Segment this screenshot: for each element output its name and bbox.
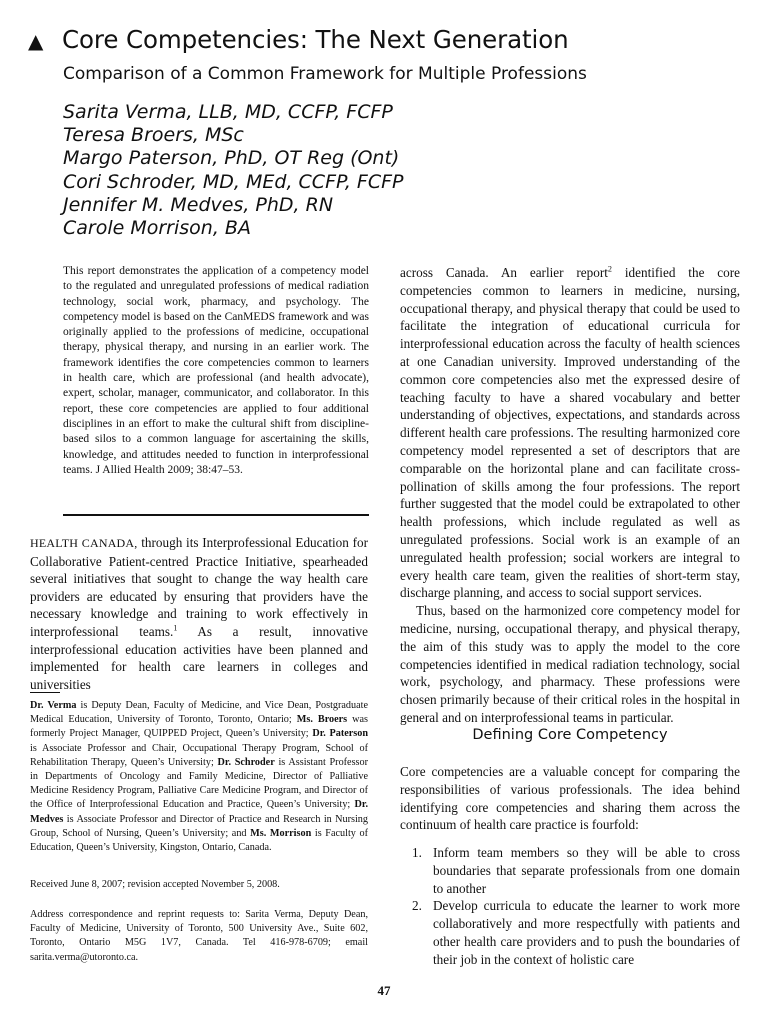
page-number: 47: [377, 983, 391, 998]
author-name: Cori Schroder, MD, MEd, CCFP, FCFP: [63, 170, 404, 193]
affiliation-role: is Assistant Professor in Departments of Oncology and Family Medicine, Director of Palliative Medicine Residency Program, Palliative Care Medicine Program, and Director of the Office of Interprofessional Education and Practice, Queen’s University;: [30, 756, 368, 811]
affiliation-role: is Associate Professor and Director of Practice and Research in Nursing Group, School of Nursing, Queen’s University; and: [30, 813, 368, 839]
numbered-list: [412, 844, 740, 969]
affiliation-name: Dr. Medves: [30, 799, 368, 825]
list-text: Develop curricula to educate the learner to work more collaboratively and more respectfully with patients and other health care providers and to push the boundaries of their job in the context of holistic care: [433, 898, 740, 967]
intro-paragraph: [30, 534, 368, 693]
intro-text: through its Interprofessional Education for Collaborative Patient-centred Practice Initiative, spearheaded several initiatives that sought to change the way health care providers are educated by ensuring that providers have the necessary knowledge and training to work effectively in interprofessional teams.: [30, 535, 368, 639]
footnote-divider: [30, 692, 60, 693]
section-heading: Defining Core Competency: [472, 727, 668, 743]
right-column-body: [400, 264, 740, 727]
affiliation-role: was formerly Project Manager, QUIPPED Project, Queen’s University;: [30, 714, 369, 740]
author-name: Teresa Broers, MSc: [63, 124, 244, 147]
reference-marker: 2: [607, 264, 612, 274]
triangle-icon: ▲: [28, 29, 44, 53]
abstract-divider: [63, 514, 369, 516]
article-title: Core Competencies: The Next Generation: [62, 25, 569, 54]
affiliation-name: Ms. Broers: [296, 714, 348, 726]
intro-text-continued: As a result, innovative interprofessional education activities have been planned and implemented for health care learners in colleges and universities: [30, 623, 369, 692]
author-list: [63, 101, 404, 240]
affiliation-role: is Deputy Dean, Faculty of Medicine, and Vice Dean, Postgraduate Medical Education, University of Toronto, Toronto, Ontario;: [30, 700, 368, 726]
affiliation-name: Ms. Morrison: [250, 827, 312, 839]
intro-lead: HEALTH CANADA,: [30, 536, 138, 550]
affiliation-name: Dr. Paterson: [312, 728, 369, 740]
article-title-row: [28, 25, 748, 54]
affiliation-name: Dr. Verma: [30, 700, 77, 711]
list-number: 1.: [412, 845, 422, 860]
author-affiliations: [30, 699, 368, 855]
body-paragraph: [400, 264, 740, 602]
author-name: Sarita Verma, LLB, MD, CCFP, FCFP: [63, 101, 393, 123]
list-text: Inform team members so they will be able to cross boundaries that separate professionals from one domain to another: [433, 845, 740, 896]
body-text: across Canada. An earlier report: [400, 265, 608, 280]
affiliation-role: is Faculty of Education, Queen’s University, Kingston, Ontario, Canada.: [30, 827, 368, 854]
body-text: identified the core competencies common to learners in medicine, nursing, occupational therapy, and physical therapy that could be used to facilitate the integration of educational curricula for interprofessional education across the faculty of health sciences at one Canadian university. Improved understanding of the common core competencies also met the expressed desire of teaching faculty to have a shared vocabulary and better understanding of objectives, expectations, and standards across different health care professions. The resulting harmonized core competency model represented a set of descriptors that are comparable on the horizontal plane and can facilitate cross-pollination of skills among the four professions. The report further suggested that the model could be extrapolated to other health professions, which include regulated as well as unregulated professions. Social work is an example of an unregulated health profession; social workers are integral to every health care team, given the realities of short-term stay, discharge planning, and access to social support services.: [400, 265, 741, 601]
article-subtitle: Comparison of a Common Framework for Multiple Professions: [63, 64, 587, 84]
affiliation-name: Dr. Schroder: [217, 756, 275, 768]
abstract: This report demonstrates the application of a competency model to the regulated and unregulated professions of medical radiation technology, social work, pharmacy, and psychology. The competency model is based on the CanMEDS framework and was originally applied to the professions of medicine, occupational therapy, physical therapy, and nursing in an earlier work. The framework identifies the core competencies common to learners in health care, which are professional (and health advocate), expert, scholar, manager, communicator, and collaborator. In this report, these core competencies are applied to four additional disciplines in an effort to make the cultural shift from discipline-based silos to a common language for ascertaining the skills, knowledge, and attitudes needed to function in interprofessional teams. J Allied Health 2009; 38:47–53.: [63, 265, 369, 476]
list-item: [412, 844, 740, 897]
list-item: [412, 897, 740, 968]
body-paragraph: Core competencies are a valuable concept for comparing the responsibilities of various professionals. The idea behind identifying core competencies and sharing them across the continuum of health care practice is fourfold:: [400, 764, 740, 833]
author-name: Carole Morrison, BA: [63, 217, 251, 240]
affiliation-role: is Associate Professor and Chair, Occupational Therapy Program, School of Rehabilitation Therapy, Queen’s University;: [30, 742, 368, 768]
author-name: Margo Paterson, PhD, OT Reg (Ont): [63, 147, 400, 170]
correspondence-note: Address correspondence and reprint requests to: Sarita Verma, Deputy Dean, Faculty of Medicine, University of Toronto, 500 University Ave., Suite 602, Toronto, Ontario M5G 1V7, Canada. Tel 416-978-6709; email sarita.verma@utoronto.ca.: [30, 909, 368, 963]
received-dates: Received June 8, 2007; revision accepted November 5, 2008.: [30, 879, 280, 890]
list-number: 2.: [412, 898, 422, 914]
reference-marker: 1: [173, 623, 178, 633]
body-paragraph: Thus, based on the harmonized core competency model for medicine, nursing, occupational therapy, and physical therapy, the aim of this study was to apply the model to the core competencies identified in medical radiation technology, social work, psychology, and pharmacy. These professions were chosen primarily because of their critical roles in the hospital in general and on interprofessional teams in particular.: [400, 603, 740, 725]
author-name: Jennifer M. Medves, PhD, RN: [63, 193, 334, 216]
